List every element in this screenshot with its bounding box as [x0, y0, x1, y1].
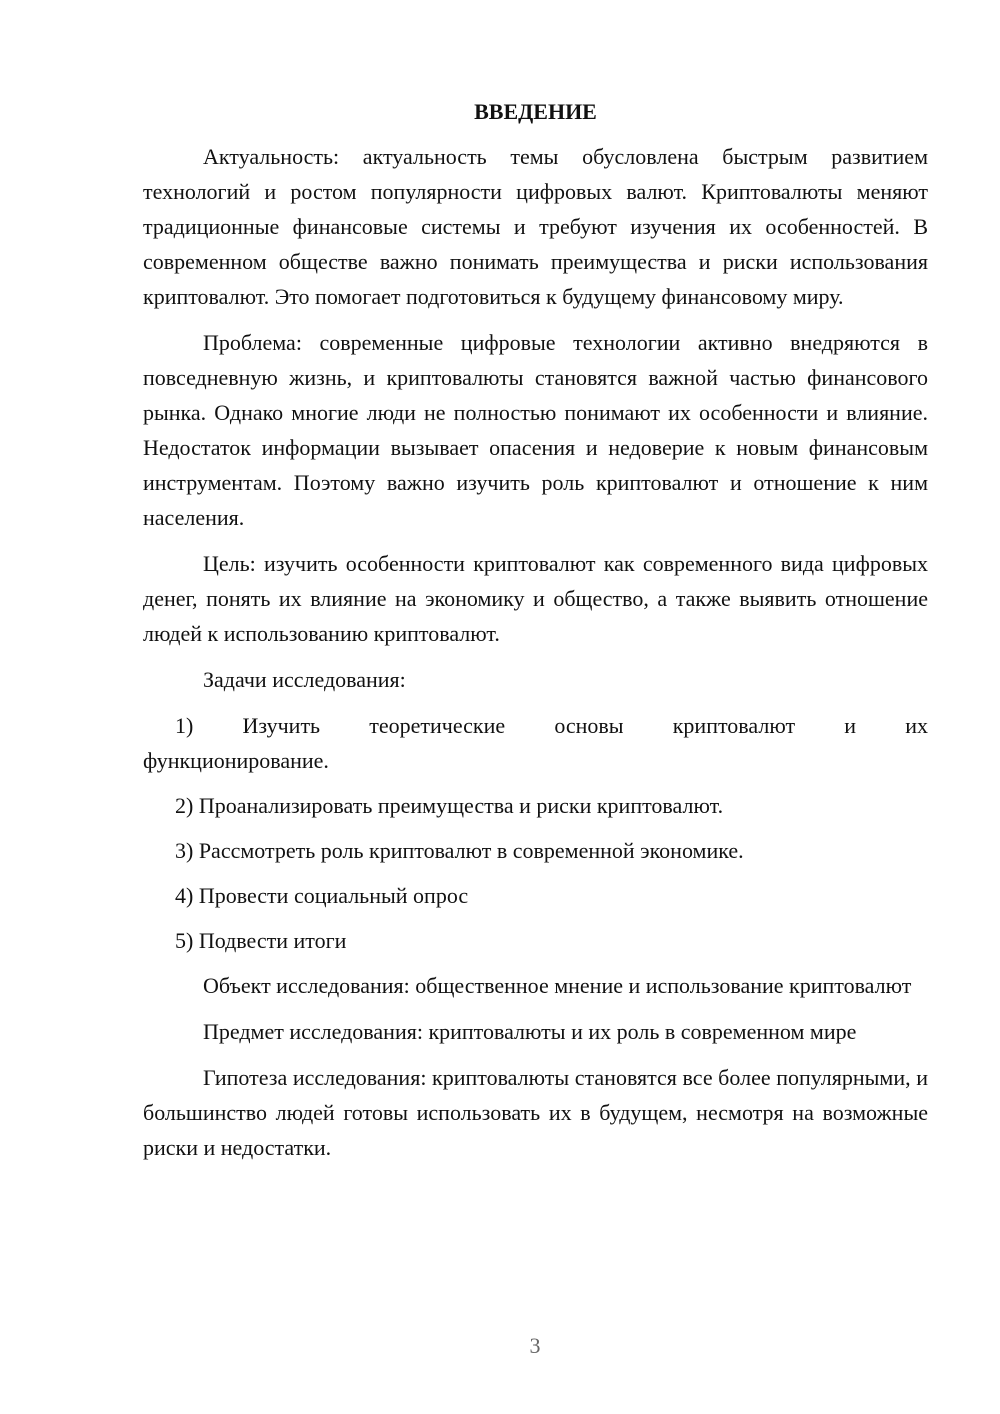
task-item-1: [143, 708, 928, 778]
task-1-word: и: [844, 713, 857, 738]
paragraph-hypothesis: Гипотеза исследования: криптовалюты становятся все более популярными, и большинство людей готовы использовать их в будущем, несмотря на возможные риски и недостатки.: [143, 1065, 928, 1160]
paragraph-subject: Предмет исследования: криптовалюты и их роль в современном мире: [203, 1019, 857, 1044]
page-number: 3: [529, 1333, 541, 1358]
tasks-heading: Задачи исследования:: [203, 667, 406, 692]
task-item-4: 4) Провести социальный опрос: [175, 883, 469, 908]
task-1-word: основы: [554, 713, 624, 738]
task-1-word: 1): [175, 713, 194, 738]
page-content: [143, 94, 928, 1176]
task-1-word: теоретические: [369, 713, 506, 738]
task-1-continuation: функционирование.: [143, 748, 329, 773]
task-item-2: 2) Проанализировать преимущества и риски криптовалют.: [175, 793, 724, 818]
task-item-5: 5) Подвести итоги: [175, 928, 347, 953]
paragraph-relevance: Актуальность: актуальность темы обусловлена быстрым развитием технологий и ростом популярности цифровых валют. Криптовалюты меняют традиционные финансовые системы и требуют изучения их особенностей. В современном обществе важно понимать преимущества и риски использования криптовалют. Это помогает подготовиться к будущему финансовому миру.: [143, 144, 928, 309]
paragraph-problem: Проблема: современные цифровые технологии активно внедряются в повседневную жизнь, и криптовалюты становятся важной частью финансового рынка. Однако многие люди не полностью понимают их особенности и влияние. Недостаток информации вызывает опасения и недоверие к новым финансовым инструментам. Поэтому важно изучить роль криптовалют и отношение к ним населения.: [143, 330, 928, 530]
page-heading: ВВЕДЕНИЕ: [474, 99, 597, 124]
task-item-3: 3) Рассмотреть роль криптовалют в современной экономике.: [175, 838, 744, 863]
task-1-word: криптовалют: [672, 713, 796, 738]
paragraph-goal: Цель: изучить особенности криптовалют как современного вида цифровых денег, понять их влияние на экономику и общество, а также выявить отношение людей к использованию криптовалют.: [143, 551, 928, 646]
task-1-word: их: [905, 713, 928, 738]
task-1-first-line: [143, 708, 928, 743]
task-1-word: Изучить: [242, 713, 321, 738]
paragraph-object: Объект исследования: общественное мнение и использование криптовалют: [203, 973, 912, 998]
